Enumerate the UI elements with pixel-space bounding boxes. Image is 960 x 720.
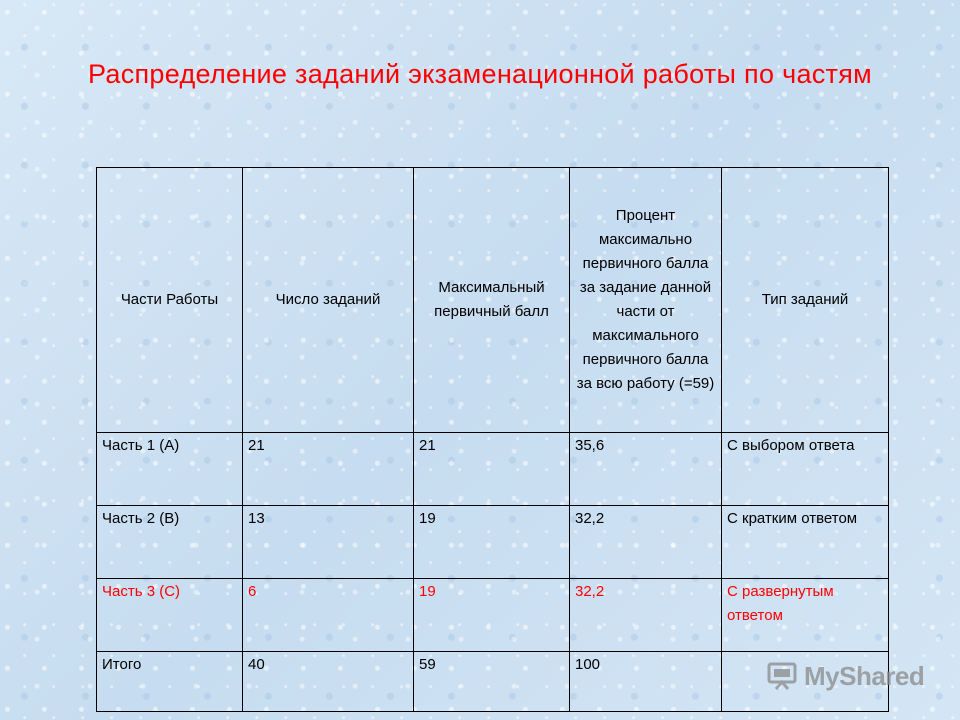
cell-part: Итого xyxy=(97,652,243,712)
cell-percent: 32,2 xyxy=(570,579,722,652)
cell-part: Часть 2 (В) xyxy=(97,506,243,579)
table-row xyxy=(97,506,889,579)
watermark xyxy=(766,656,926,696)
cell-task-type: С выбором ответа xyxy=(722,433,889,506)
cell-percent: 100 xyxy=(570,652,722,712)
cell-part: Часть 1 (А) xyxy=(97,433,243,506)
cell-percent: 32,2 xyxy=(570,506,722,579)
table-header-row xyxy=(97,168,889,433)
cell-max-score: 19 xyxy=(414,506,570,579)
watermark-text: MyShared xyxy=(804,660,925,691)
cell-max-score: 19 xyxy=(414,579,570,652)
header-task-count: Число заданий xyxy=(243,168,414,433)
cell-task-type: С кратким ответом xyxy=(722,506,889,579)
header-task-type: Тип заданий xyxy=(722,168,889,433)
cell-max-score: 59 xyxy=(414,652,570,712)
header-percent: Процент максимально первичного балла за задание данной части от максимального первичного балла за всю работу (=59) xyxy=(570,168,722,433)
cell-part: Часть 3 (С) xyxy=(97,579,243,652)
cell-percent: 35,6 xyxy=(570,433,722,506)
cell-task-count: 13 xyxy=(243,506,414,579)
slide-title: Распределение заданий экзаменационной работы по частям xyxy=(87,59,873,89)
presentation-icon xyxy=(766,659,800,693)
header-parts: Части Работы xyxy=(97,168,243,433)
header-max-score: Максимальный первичный балл xyxy=(414,168,570,433)
distribution-table xyxy=(96,167,889,712)
cell-task-count: 21 xyxy=(243,433,414,506)
cell-max-score: 21 xyxy=(414,433,570,506)
cell-task-count: 6 xyxy=(243,579,414,652)
cell-task-type: С развернутым ответом xyxy=(722,579,889,652)
cell-task-count: 40 xyxy=(243,652,414,712)
table-row xyxy=(97,433,889,506)
table-row xyxy=(97,579,889,652)
